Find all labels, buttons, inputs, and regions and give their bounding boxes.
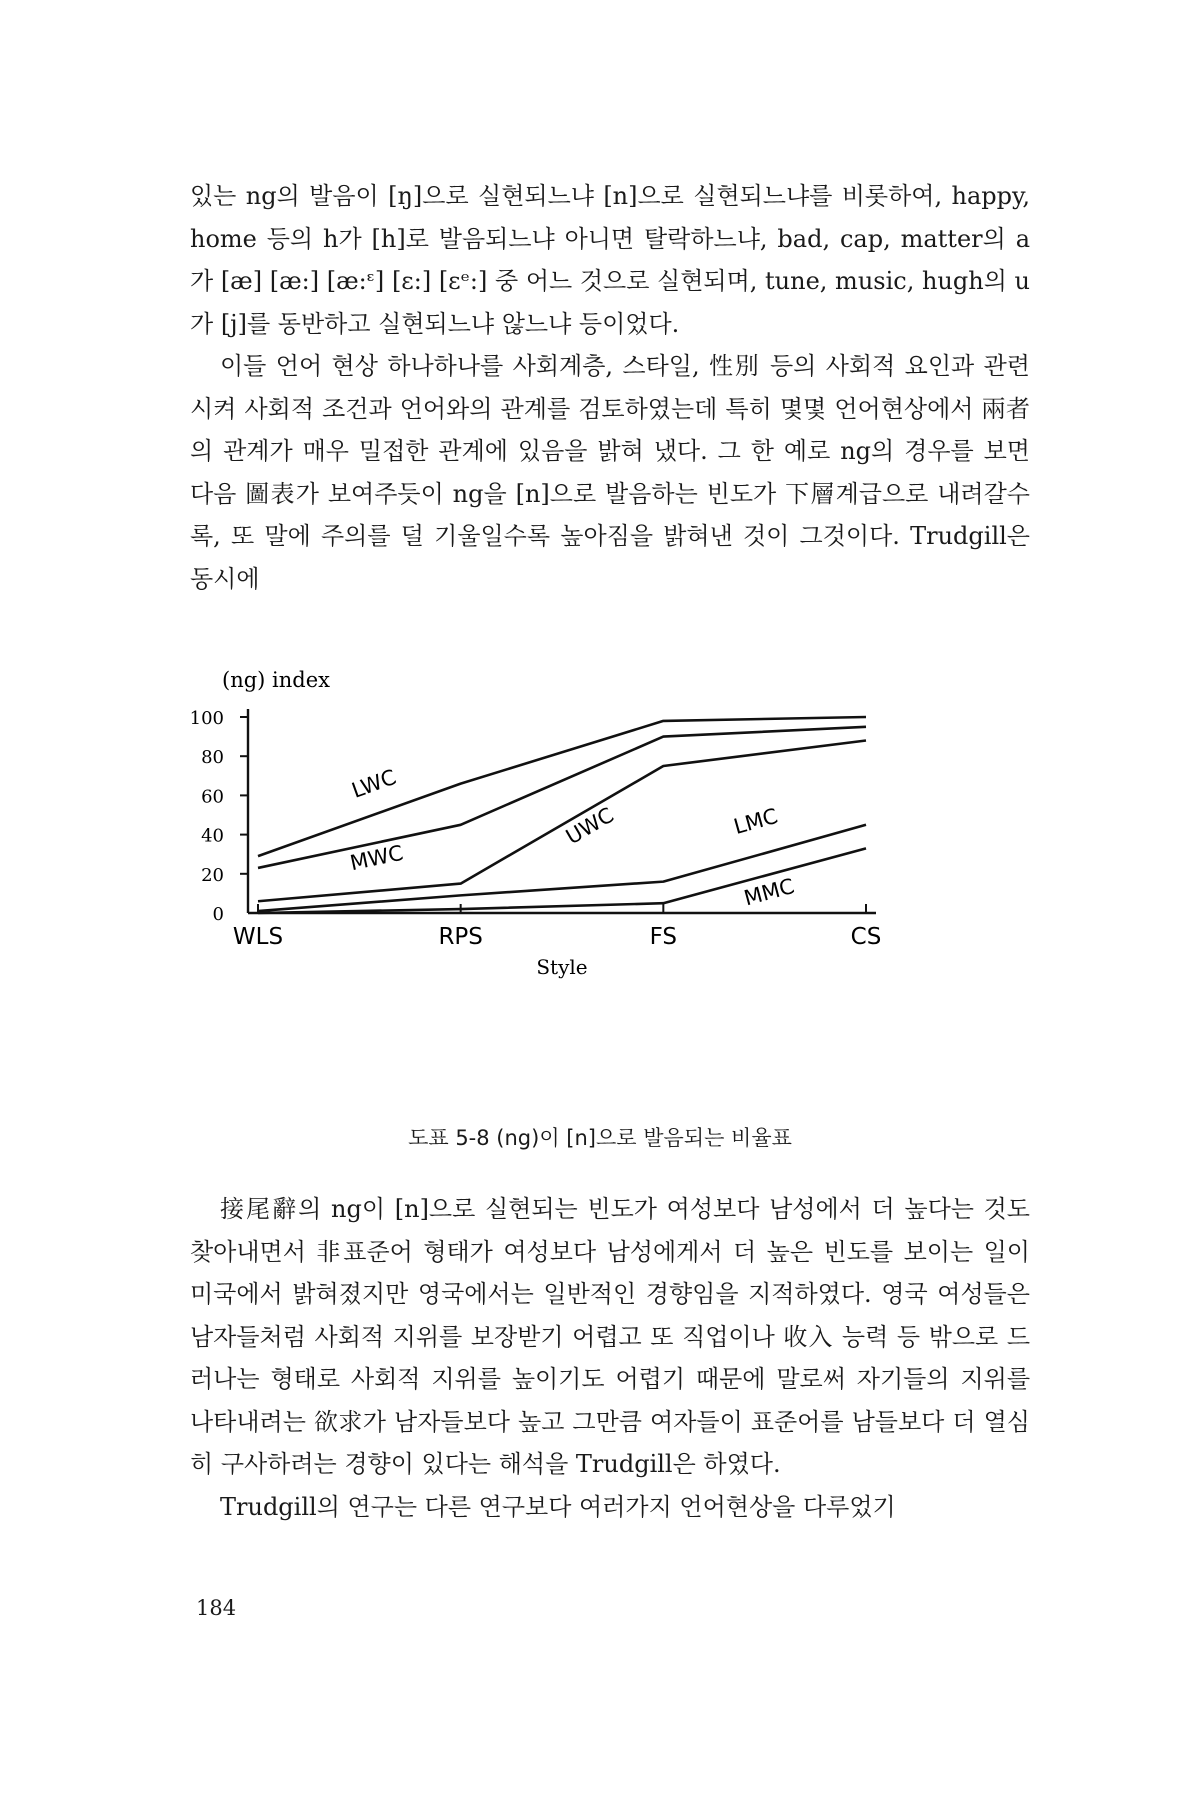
paragraph: 이들 언어 현상 하나하나를 사회계층, 스타일, 性別 등의 사회적 요인과 관련시켜 사회적 조건과 언어와의 관계를 검토하였는데 특히 몇몇 언어현상에서 兩者의 관계가 매우 밀접한 관계에 있음을 밝혀 냈다. 그 한 예로 ng의 경우를 보면 다음 圖表가 보여주듯이 ng을 [n]으로 발음하는 빈도가 下層계급으로 내려갈수록, 또 말에 주의를 덜 기울일수록 높아짐을 밝혀낸 것이 그것이다. Trudgill은 동시에	[190, 352, 1030, 593]
paragraph: Trudgill의 연구는 다른 연구보다 여러가지 언어현상을 다루었기	[220, 1492, 896, 1521]
y-axis-label: (ng) index	[222, 668, 330, 692]
series-line-lwc	[258, 717, 866, 856]
y-tick-label: 100	[189, 708, 224, 729]
series-label-mmc: MMC	[741, 873, 797, 911]
y-tick-label: 60	[201, 786, 224, 808]
x-tick-label: RPS	[438, 924, 483, 950]
top-text	[190, 175, 1030, 600]
bottom-text	[190, 1188, 1030, 1528]
x-tick-label: FS	[649, 924, 678, 950]
y-tick-label: 0	[212, 904, 224, 925]
page-number: 184	[196, 1596, 237, 1620]
paragraph: 있는 ng의 발음이 [ŋ]으로 실현되느냐 [n]으로 실현되느냐를 비롯하여, happy, home 등의 h가 [h]로 발음되느냐 아니면 탈락하느냐, bad, cap, matter의 a가 [æ] [æ:] [æ:ᵋ] [ɛ:] [ɛᵉ:] 중 어느 것으로 실현되며, tune, music, hugh의 u가 [j]를 동반하고 실현되느냐 않느냐 등이었다.	[190, 182, 1030, 338]
series-label-lmc: LMC	[731, 803, 781, 840]
series-line-mwc	[258, 727, 866, 868]
y-tick-label: 20	[201, 864, 224, 886]
figure-caption: 도표 5-8 (ng)이 [n]으로 발음되는 비율표	[408, 1126, 792, 1150]
series-label-lwc: LWC	[348, 764, 400, 803]
x-tick-label: WLS	[232, 924, 284, 950]
y-tick-label: 40	[201, 825, 224, 847]
series-label-uwc: UWC	[561, 802, 618, 850]
chart-canvas	[160, 655, 1060, 1115]
paragraph: 接尾辭의 ng이 [n]으로 실현되는 빈도가 여성보다 남성에서 더 높다는 것도 찾아내면서 非표준어 형태가 여성보다 남성에게서 더 높은 빈도를 보이는 일이 미국에서 밝혀졌지만 영국에서는 일반적인 경향임을 지적하였다. 영국 여성들은 남자들처럼 사회적 지위를 보장받기 어렵고 또 직업이나 收入 능력 등 밖으로 드러나는 형태로 사회적 지위를 높이기도 어렵기 때문에 말로써 자기들의 지위를 나타내려는 欲求가 남자들보다 높고 그만큼 여자들이 표준어를 남들보다 더 열심히 구사하려는 경향이 있다는 해석을 Trudgill은 하였다.	[190, 1195, 1030, 1478]
x-tick-label: CS	[850, 924, 882, 950]
y-tick-label: 80	[201, 747, 224, 769]
x-axis-label: Style	[536, 955, 588, 979]
series-label-mwc: MWC	[347, 840, 406, 876]
ng-index-chart	[160, 655, 1060, 1115]
